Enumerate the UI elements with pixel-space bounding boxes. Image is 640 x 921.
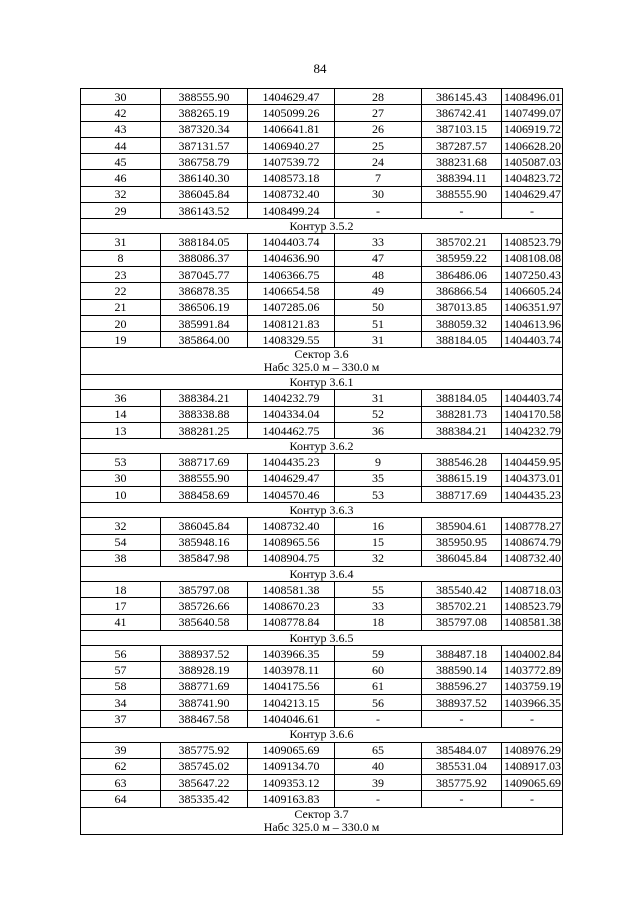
x-coordinate: 385950.95 <box>422 534 502 550</box>
y-coordinate: 1404629.47 <box>248 470 335 486</box>
y-coordinate: 1406351.97 <box>502 299 563 315</box>
section-header-row <box>81 503 563 518</box>
section-header-row <box>81 807 563 834</box>
x-coordinate: 387131.57 <box>161 137 248 153</box>
x-coordinate: 386742.41 <box>422 105 502 121</box>
x-coordinate: 386866.54 <box>422 283 502 299</box>
point-number: 52 <box>335 406 422 422</box>
y-coordinate: 1404636.90 <box>248 250 335 266</box>
x-coordinate: 388458.69 <box>161 486 248 502</box>
point-number: 38 <box>81 550 161 566</box>
section-header-row <box>81 631 563 646</box>
section-header-row <box>81 348 563 375</box>
table-row <box>81 742 563 758</box>
y-coordinate: 1404403.74 <box>502 390 563 406</box>
y-coordinate: 1406919.72 <box>502 121 563 137</box>
point-number: 47 <box>335 250 422 266</box>
y-coordinate: 1408778.27 <box>502 518 563 534</box>
y-coordinate: 1407539.72 <box>248 154 335 170</box>
point-number: 59 <box>335 646 422 662</box>
x-coordinate: 386045.84 <box>422 550 502 566</box>
point-number: 62 <box>81 758 161 774</box>
y-coordinate: 1404175.56 <box>248 678 335 694</box>
x-coordinate: 385726.66 <box>161 598 248 614</box>
point-number: 46 <box>81 170 161 186</box>
section-header <box>81 439 563 454</box>
point-number: 30 <box>81 89 161 105</box>
y-coordinate: 1404570.46 <box>248 486 335 502</box>
section-header-row <box>81 219 563 234</box>
point-number: 42 <box>81 105 161 121</box>
x-coordinate: 386758.79 <box>161 154 248 170</box>
x-coordinate: 388741.90 <box>161 694 248 710</box>
table-row <box>81 332 563 348</box>
table-row <box>81 299 563 315</box>
y-coordinate: 1408976.29 <box>502 742 563 758</box>
x-coordinate: 388086.37 <box>161 250 248 266</box>
y-coordinate: 1404232.79 <box>248 390 335 406</box>
y-coordinate: 1408670.23 <box>248 598 335 614</box>
x-coordinate: 388555.90 <box>422 186 502 202</box>
point-number: 56 <box>335 694 422 710</box>
table-row <box>81 534 563 550</box>
table-row <box>81 758 563 774</box>
x-coordinate: 385948.16 <box>161 534 248 550</box>
point-number: 35 <box>335 470 422 486</box>
x-coordinate: 388338.88 <box>161 406 248 422</box>
point-number: 54 <box>81 534 161 550</box>
point-number: 9 <box>335 454 422 470</box>
section-header-line: Набс 325.0 м – 330.0 м <box>263 360 380 375</box>
table-row <box>81 550 563 566</box>
x-coordinate: 388467.58 <box>161 711 248 727</box>
point-number: 32 <box>335 550 422 566</box>
y-coordinate: - <box>502 791 563 807</box>
y-coordinate: 1403759.19 <box>502 678 563 694</box>
section-header-line: Контур 3.6.6 <box>289 727 354 741</box>
x-coordinate: 386140.30 <box>161 170 248 186</box>
point-number: 19 <box>81 332 161 348</box>
point-number: 31 <box>335 332 422 348</box>
y-coordinate: 1408573.18 <box>248 170 335 186</box>
x-coordinate: 388394.11 <box>422 170 502 186</box>
x-coordinate: 388555.90 <box>161 89 248 105</box>
section-header <box>81 807 563 834</box>
x-coordinate: 388384.21 <box>422 423 502 439</box>
x-coordinate: 388384.21 <box>161 390 248 406</box>
y-coordinate: 1404823.72 <box>502 170 563 186</box>
x-coordinate: 385991.84 <box>161 315 248 331</box>
section-header-line: Контур 3.6.3 <box>289 502 354 517</box>
point-number: - <box>335 711 422 727</box>
y-coordinate: 1406366.75 <box>248 266 335 282</box>
section-header-line: Контур 3.6.2 <box>289 438 354 453</box>
table-row <box>81 711 563 727</box>
x-coordinate: 385745.02 <box>161 758 248 774</box>
x-coordinate: 388184.05 <box>422 332 502 348</box>
point-number: 28 <box>335 89 422 105</box>
section-header-line: Контур 3.5.2 <box>289 218 354 233</box>
x-coordinate: 388937.52 <box>422 694 502 710</box>
point-number: 32 <box>81 518 161 534</box>
y-coordinate: 1407499.07 <box>502 105 563 121</box>
y-coordinate: 1408108.08 <box>502 250 563 266</box>
x-coordinate: 385484.07 <box>422 742 502 758</box>
point-number: - <box>335 791 422 807</box>
y-coordinate: 1404435.23 <box>248 454 335 470</box>
x-coordinate: 385959.22 <box>422 250 502 266</box>
section-header-row <box>81 567 563 582</box>
point-number: 51 <box>335 315 422 331</box>
y-coordinate: 1409065.69 <box>502 775 563 791</box>
table-row <box>81 234 563 250</box>
table-row <box>81 470 563 486</box>
point-number: 17 <box>81 598 161 614</box>
table-row <box>81 315 563 331</box>
y-coordinate: 1408732.40 <box>502 550 563 566</box>
y-coordinate: 1408523.79 <box>502 598 563 614</box>
point-number: 49 <box>335 283 422 299</box>
point-number: 45 <box>81 154 161 170</box>
table-row <box>81 791 563 807</box>
y-coordinate: 1409134.70 <box>248 758 335 774</box>
x-coordinate: 385797.08 <box>422 614 502 630</box>
x-coordinate: 388265.19 <box>161 105 248 121</box>
y-coordinate: 1404629.47 <box>502 186 563 202</box>
section-header-row <box>81 727 563 742</box>
point-number: 36 <box>81 390 161 406</box>
section-header-line: Контур 3.6.4 <box>289 566 354 581</box>
x-coordinate: 387320.34 <box>161 121 248 137</box>
page-number: 84 <box>313 61 327 76</box>
section-header <box>81 503 563 518</box>
section-header <box>81 727 563 742</box>
table-row <box>81 423 563 439</box>
x-coordinate: 386878.35 <box>161 283 248 299</box>
x-coordinate: - <box>422 791 502 807</box>
x-coordinate: 388937.52 <box>161 646 248 662</box>
point-number: 24 <box>335 154 422 170</box>
y-coordinate: 1407285.06 <box>248 299 335 315</box>
point-number: 63 <box>81 775 161 791</box>
point-number: - <box>335 203 422 219</box>
section-header-line: Контур 3.6.5 <box>289 630 354 645</box>
x-coordinate: 388281.73 <box>422 406 502 422</box>
x-coordinate: 388281.25 <box>161 423 248 439</box>
point-number: 10 <box>81 486 161 502</box>
x-coordinate: 387013.85 <box>422 299 502 315</box>
x-coordinate: 388059.32 <box>422 315 502 331</box>
y-coordinate: 1404334.04 <box>248 406 335 422</box>
table-row <box>81 266 563 282</box>
table-row <box>81 454 563 470</box>
x-coordinate: 386143.52 <box>161 203 248 219</box>
y-coordinate: 1405099.26 <box>248 105 335 121</box>
y-coordinate: 1404629.47 <box>248 89 335 105</box>
section-header <box>81 348 563 375</box>
point-number: 53 <box>335 486 422 502</box>
y-coordinate: 1408121.83 <box>248 315 335 331</box>
x-coordinate: 387045.77 <box>161 266 248 282</box>
section-header-line: Сектор 3.6 <box>294 347 349 362</box>
x-coordinate: 388928.19 <box>161 662 248 678</box>
y-coordinate: 1404403.74 <box>248 234 335 250</box>
x-coordinate: 385864.00 <box>161 332 248 348</box>
y-coordinate: 1406654.58 <box>248 283 335 299</box>
y-coordinate: 1408496.01 <box>502 89 563 105</box>
table-row <box>81 170 563 186</box>
section-header <box>81 567 563 582</box>
table-row <box>81 89 563 105</box>
x-coordinate: 386145.43 <box>422 89 502 105</box>
point-number: 31 <box>81 234 161 250</box>
y-coordinate: 1408904.75 <box>248 550 335 566</box>
table-row <box>81 203 563 219</box>
y-coordinate: 1406605.24 <box>502 283 563 299</box>
x-coordinate: 385775.92 <box>422 775 502 791</box>
x-coordinate: 386045.84 <box>161 518 248 534</box>
x-coordinate: 388596.27 <box>422 678 502 694</box>
y-coordinate: 1404613.96 <box>502 315 563 331</box>
point-number: 64 <box>81 791 161 807</box>
point-number: 33 <box>335 598 422 614</box>
point-number: 56 <box>81 646 161 662</box>
x-coordinate: 388717.69 <box>422 486 502 502</box>
section-header <box>81 219 563 234</box>
table-row <box>81 121 563 137</box>
x-coordinate: 386486.06 <box>422 266 502 282</box>
point-number: 53 <box>81 454 161 470</box>
y-coordinate: 1409353.12 <box>248 775 335 791</box>
point-number: 44 <box>81 137 161 153</box>
x-coordinate: 388555.90 <box>161 470 248 486</box>
x-coordinate: 388590.14 <box>422 662 502 678</box>
x-coordinate: 385640.58 <box>161 614 248 630</box>
x-coordinate: - <box>422 203 502 219</box>
point-number: 7 <box>335 170 422 186</box>
y-coordinate: 1403966.35 <box>502 694 563 710</box>
table-row <box>81 186 563 202</box>
x-coordinate: 388546.28 <box>422 454 502 470</box>
x-coordinate: 388487.18 <box>422 646 502 662</box>
point-number: 27 <box>335 105 422 121</box>
point-number: 65 <box>335 742 422 758</box>
point-number: 57 <box>81 662 161 678</box>
point-number: 37 <box>81 711 161 727</box>
section-header-row <box>81 375 563 390</box>
y-coordinate: 1407250.43 <box>502 266 563 282</box>
x-coordinate: - <box>422 711 502 727</box>
x-coordinate: 388231.68 <box>422 154 502 170</box>
y-coordinate: 1404213.15 <box>248 694 335 710</box>
y-coordinate: 1408718.03 <box>502 582 563 598</box>
x-coordinate: 386045.84 <box>161 186 248 202</box>
x-coordinate: 385775.92 <box>161 742 248 758</box>
point-number: 22 <box>81 283 161 299</box>
y-coordinate: 1404462.75 <box>248 423 335 439</box>
point-number: 41 <box>81 614 161 630</box>
point-number: 18 <box>335 614 422 630</box>
y-coordinate: 1406628.20 <box>502 137 563 153</box>
point-number: 48 <box>335 266 422 282</box>
table-row <box>81 678 563 694</box>
coordinates-table <box>80 88 563 835</box>
point-number: 8 <box>81 250 161 266</box>
point-number: 60 <box>335 662 422 678</box>
y-coordinate: 1404170.58 <box>502 406 563 422</box>
point-number: 40 <box>335 758 422 774</box>
y-coordinate: 1408917.03 <box>502 758 563 774</box>
point-number: 61 <box>335 678 422 694</box>
section-header-row <box>81 439 563 454</box>
point-number: 33 <box>335 234 422 250</box>
y-coordinate: 1408581.38 <box>502 614 563 630</box>
point-number: 21 <box>81 299 161 315</box>
table-row <box>81 137 563 153</box>
table-row <box>81 694 563 710</box>
y-coordinate: 1408581.38 <box>248 582 335 598</box>
x-coordinate: 385540.42 <box>422 582 502 598</box>
table-row <box>81 646 563 662</box>
table-row <box>81 390 563 406</box>
point-number: 39 <box>81 742 161 758</box>
point-number: 31 <box>335 390 422 406</box>
y-coordinate: 1406940.27 <box>248 137 335 153</box>
y-coordinate: 1408329.55 <box>248 332 335 348</box>
y-coordinate: 1408732.40 <box>248 186 335 202</box>
point-number: 13 <box>81 423 161 439</box>
table-row <box>81 154 563 170</box>
y-coordinate: 1406641.81 <box>248 121 335 137</box>
point-number: 58 <box>81 678 161 694</box>
point-number: 16 <box>335 518 422 534</box>
point-number: 39 <box>335 775 422 791</box>
point-number: 23 <box>81 266 161 282</box>
point-number: 20 <box>81 315 161 331</box>
point-number: 26 <box>335 121 422 137</box>
x-coordinate: 388717.69 <box>161 454 248 470</box>
y-coordinate: 1404002.84 <box>502 646 563 662</box>
x-coordinate: 388615.19 <box>422 470 502 486</box>
y-coordinate: 1408499.24 <box>248 203 335 219</box>
y-coordinate: 1404373.01 <box>502 470 563 486</box>
x-coordinate: 385335.42 <box>161 791 248 807</box>
table-row <box>81 614 563 630</box>
point-number: 25 <box>335 137 422 153</box>
y-coordinate: 1408523.79 <box>502 234 563 250</box>
table-row <box>81 582 563 598</box>
section-header-line: Сектор 3.7 <box>294 807 349 821</box>
point-number: 18 <box>81 582 161 598</box>
y-coordinate: 1408732.40 <box>248 518 335 534</box>
y-coordinate: 1404459.95 <box>502 454 563 470</box>
point-number: 55 <box>335 582 422 598</box>
x-coordinate: 385702.21 <box>422 598 502 614</box>
y-coordinate: 1408778.84 <box>248 614 335 630</box>
y-coordinate: 1404046.61 <box>248 711 335 727</box>
x-coordinate: 385904.61 <box>422 518 502 534</box>
y-coordinate: 1405087.03 <box>502 154 563 170</box>
y-coordinate: 1404403.74 <box>502 332 563 348</box>
section-header-line: Набс 325.0 м – 330.0 м <box>263 819 380 834</box>
y-coordinate: 1404232.79 <box>502 423 563 439</box>
x-coordinate: 387287.57 <box>422 137 502 153</box>
x-coordinate: 388771.69 <box>161 678 248 694</box>
table-row <box>81 775 563 791</box>
x-coordinate: 388184.05 <box>161 234 248 250</box>
coordinates-table-body <box>81 89 563 835</box>
table-row <box>81 598 563 614</box>
point-number: 15 <box>335 534 422 550</box>
point-number: 30 <box>335 186 422 202</box>
x-coordinate: 385531.04 <box>422 758 502 774</box>
x-coordinate: 385797.08 <box>161 582 248 598</box>
point-number: 43 <box>81 121 161 137</box>
y-coordinate: - <box>502 711 563 727</box>
section-header <box>81 375 563 390</box>
point-number: 29 <box>81 203 161 219</box>
x-coordinate: 385847.98 <box>161 550 248 566</box>
y-coordinate: 1404435.23 <box>502 486 563 502</box>
section-header-line: Контур 3.6.1 <box>289 374 354 389</box>
y-coordinate: 1403978.11 <box>248 662 335 678</box>
point-number: 32 <box>81 186 161 202</box>
table-row <box>81 406 563 422</box>
table-row <box>81 518 563 534</box>
point-number: 36 <box>335 423 422 439</box>
point-number: 14 <box>81 406 161 422</box>
x-coordinate: 385647.22 <box>161 775 248 791</box>
y-coordinate: - <box>502 203 563 219</box>
x-coordinate: 388184.05 <box>422 390 502 406</box>
y-coordinate: 1403966.35 <box>248 646 335 662</box>
y-coordinate: 1408965.56 <box>248 534 335 550</box>
point-number: 50 <box>335 299 422 315</box>
x-coordinate: 387103.15 <box>422 121 502 137</box>
y-coordinate: 1408674.79 <box>502 534 563 550</box>
table-row <box>81 250 563 266</box>
y-coordinate: 1409065.69 <box>248 742 335 758</box>
x-coordinate: 386506.19 <box>161 299 248 315</box>
section-header <box>81 631 563 646</box>
point-number: 34 <box>81 694 161 710</box>
table-row <box>81 283 563 299</box>
table-row <box>81 486 563 502</box>
y-coordinate: 1403772.89 <box>502 662 563 678</box>
point-number: 30 <box>81 470 161 486</box>
x-coordinate: 385702.21 <box>422 234 502 250</box>
y-coordinate: 1409163.83 <box>248 791 335 807</box>
table-row <box>81 105 563 121</box>
table-row <box>81 662 563 678</box>
